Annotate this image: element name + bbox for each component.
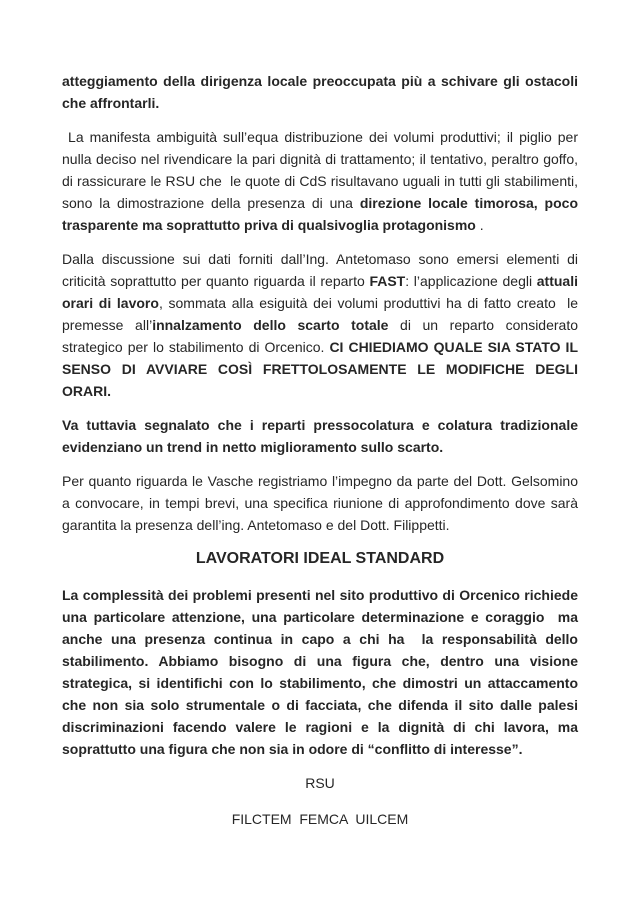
paragraph-ambiguity — [62, 126, 586, 236]
paragraph-discussion-text-1: Dalla discussione sui dati forniti dall’Ing. Antetomaso sono emersi elementi di criticità soprattutto per quanto riguarda il reparto — [62, 251, 582, 289]
signature-unions: FILCTEM FEMCA UILCEM — [231, 811, 409, 827]
paragraph-discussion-text-4: di un reparto considerato strategico per lo stabilimento di Orcenico. — [62, 317, 582, 355]
paragraph-opening — [62, 70, 582, 114]
paragraph-trend — [62, 414, 582, 458]
paragraph-ambiguity-text-2: . — [475, 217, 484, 233]
paragraph-discussion-text-2: : l’applicazione degli — [405, 273, 537, 289]
section-heading-lavoratori-ideal-standard: LAVORATORI IDEAL STANDARD — [195, 550, 445, 567]
paragraph-closing-text: La complessità dei problemi presenti nel sito produttivo di Orcenico richiede una particolare attenzione, una particolare determinazione e coraggio ma anche una presenza continua in capo a chi ha la responsabilità dello stabilimento. Abbiamo bisogno di una figura che, dentro una visione strategica, si identifichi con lo stabilimento, che dimostri un attaccamento che non sia solo strumentale o di facciata, che difenda il sito dalle palesi discriminazioni facendo valere le ragioni e la dignità di chi lavora, ma soprattutto una figura che non sia in odore di “conflitto di interesse”. — [62, 587, 582, 757]
paragraph-opening-text: atteggiamento della dirigenza locale preoccupata più a schivare gli ostacoli che affrontarli. — [62, 73, 582, 111]
paragraph-vasche-text: Per quanto riguarda le Vasche registriamo l’impegno da parte del Dott. Gelsomino a convocare, in tempi brevi, una specifica riunione di approfondimento dove sarà garantita la presenza dell’ing. Antetomaso e del Dott. Filippetti. — [62, 473, 582, 533]
paragraph-discussion-bold-chiediamo: CI CHIEDIAMO QUALE SIA STATO IL SENSO DI AVVIARE COSÌ FRETTOLOSAMENTE LE MODIFICHE DEGLI ORARI. — [62, 339, 582, 399]
paragraph-discussion — [62, 248, 582, 402]
paragraph-discussion-text-3: , sommata alla esiguità dei volumi produttivi ha di fatto creato le premesse all’ — [62, 295, 582, 333]
paragraph-ambiguity-text-1: La manifesta ambiguità sull’equa distribuzione dei volumi produttivi; il piglio per nulla deciso nel rivendicare la pari dignità di trattamento; il tentativo, peraltro goffo, di rassicurare le RSU che le quote di CdS risultavano uguali in tutti gli stabilimenti, sono la dimostrazione della presenza di una — [62, 129, 586, 211]
paragraph-ambiguity-bold-direzione: direzione locale timorosa, poco trasparente ma soprattutto priva di qualsivoglia protagonismo — [62, 195, 582, 233]
paragraph-vasche — [62, 470, 582, 536]
paragraph-discussion-bold-scarto: innalzamento dello scarto totale — [152, 317, 389, 333]
paragraph-closing — [62, 584, 582, 760]
paragraph-trend-text: Va tuttavia segnalato che i reparti pressocolatura e colatura tradizionale evidenziano un trend in netto miglioramento sullo scarto. — [62, 417, 582, 455]
paragraph-discussion-bold-fast: FAST — [369, 273, 406, 289]
paragraph-discussion-bold-orari: attuali orari di lavoro — [62, 273, 582, 311]
signature-rsu: RSU — [305, 775, 335, 791]
